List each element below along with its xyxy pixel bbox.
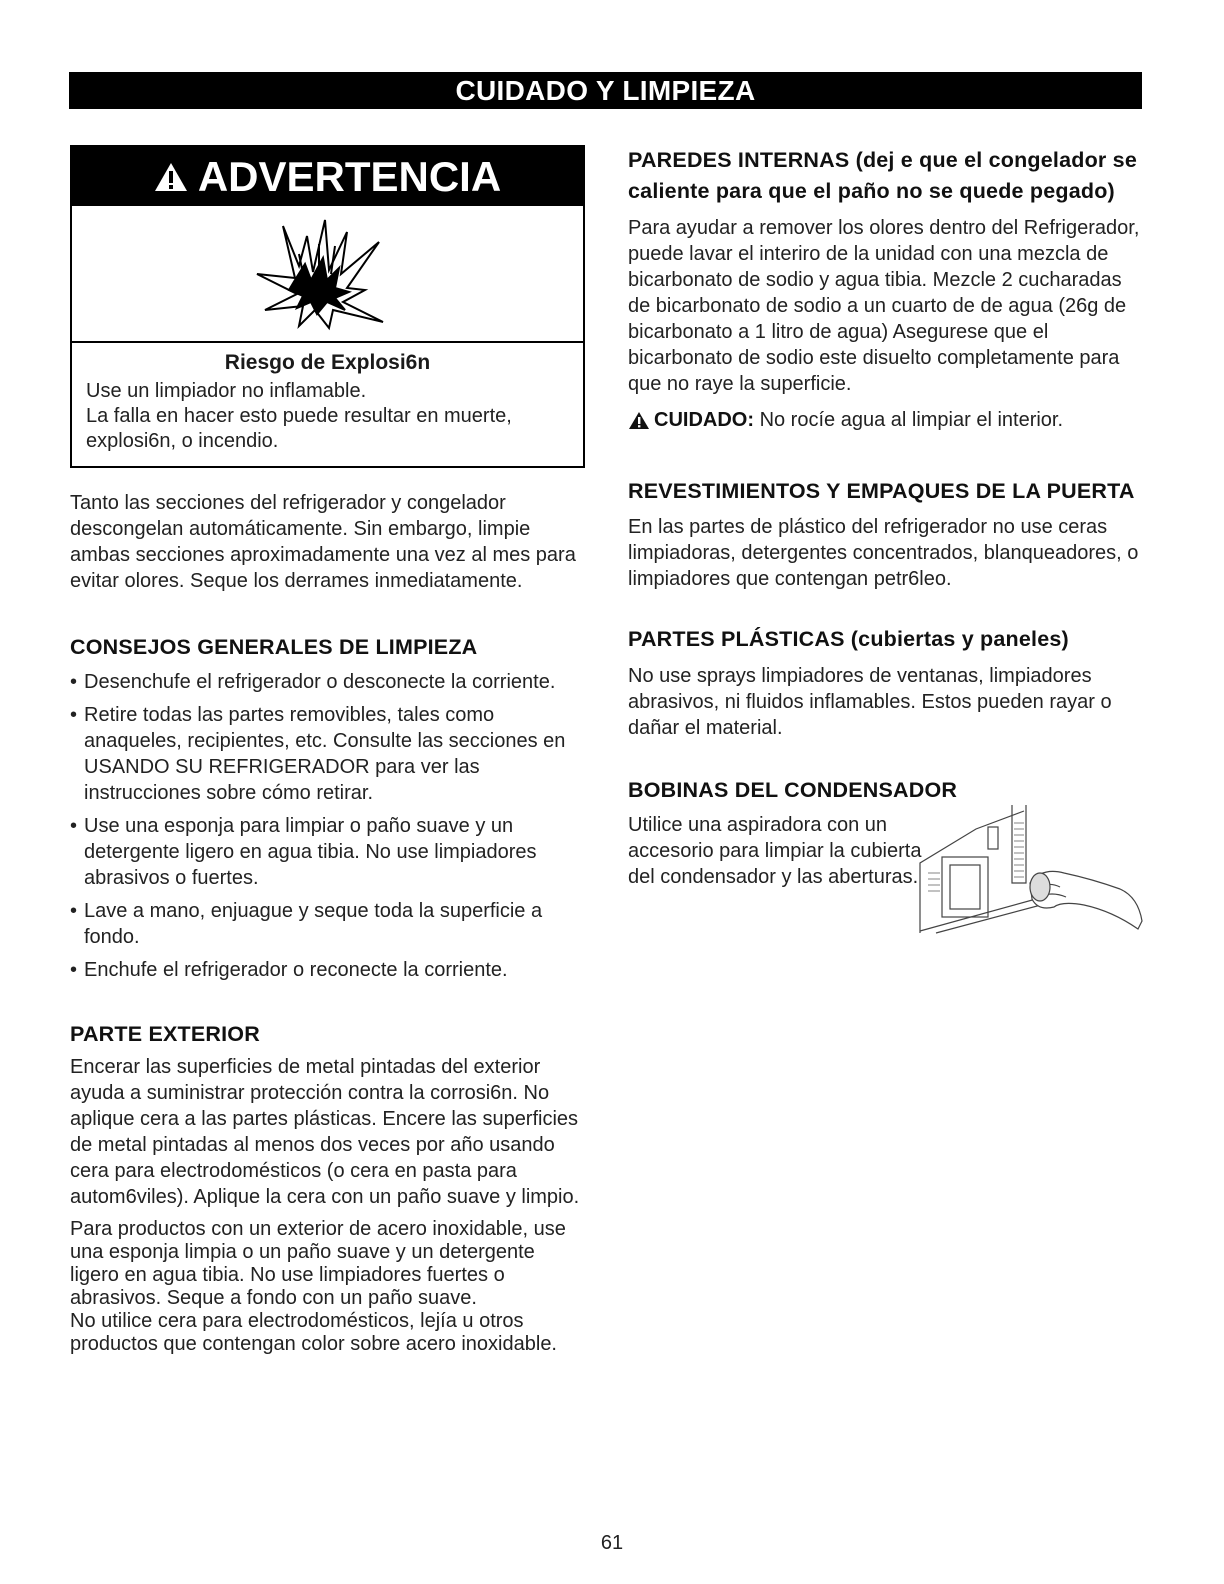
warning-risk-title: Riesgo de Explosi6n [224, 351, 431, 374]
list-item-text: Desenchufe el refrigerador o desconecte la corriente. [84, 671, 556, 693]
list-item: • Enchufe el refrigerador o reconecte la corriente. [70, 959, 508, 981]
warning-triangle-icon [154, 162, 188, 192]
warning-line: La falla en hacer esto puede resultar en muerte, [86, 405, 512, 427]
explosion-image-area [72, 206, 583, 343]
paredes-body: Para ayudar a remover los olores dentro del Refrigerador, puede lavar el interiro de la unidad con una mezcla de bicarbonato de sodio y agua tibia. Mezcle 2 cucharadas de bicarbonato de sodio a un cuarto de de agua (26g de bicarbonato a 1 litro de agua) Asegurese que el bicarbonato de sodio este disuelto completamente para que no raye la superficie. [628, 217, 1140, 395]
list-item-text: Use una esponja para limpiar o paño suave y un detergente ligero en agua tibia. No use limpiadores abrasivos o fuertes. [84, 815, 537, 889]
intro-paragraph: Tanto las secciones del refrigerador y congelador descongelan automáticamente. Sin embargo, limpie ambas secciones aproximadamente una vez al mes para evitar olores. Seque los derrames inmediatamente. [70, 492, 576, 592]
bobinas-section [628, 812, 1148, 942]
exterior-heading: PARTE EXTERIOR [70, 1022, 260, 1046]
paredes-heading: PAREDES INTERNAS (dej e que el congelador se caliente para que el paño no se quede pegado) [628, 148, 1137, 203]
warning-header [72, 147, 583, 206]
plasticas-heading: PARTES PLÁSTICAS (cubiertas y paneles) [628, 627, 1069, 651]
list-item-text: Lave a mano, enjuague y seque toda la superficie a fondo. [84, 900, 543, 948]
list-item-text: Retire todas las partes removibles, tales como anaqueles, recipientes, etc. Consulte las secciones en USANDO SU REFRIGERADOR para ver las instrucciones sobre cómo retirar. [84, 704, 566, 804]
consejos-heading: CONSEJOS GENERALES DE LIMPIEZA [70, 635, 478, 659]
exterior-paragraph-1: Encerar las superficies de metal pintadas del exterior ayuda a suministrar protección contra la corrosi6n. No aplique cera a las partes plásticas. Encere las superficies de metal pintadas al menos dos veces por año usando cera para electrodomésticos (o cera en pasta para autom6viles). Aplique la cera con un paño suave y limpio. [70, 1056, 580, 1208]
caution-note [628, 407, 1148, 433]
list-item: • Use una esponja para limpiar o paño suave y un detergente ligero en agua tibia. No use limpiadores abrasivos o fuertes. [70, 815, 537, 889]
page-number: 61 [600, 1532, 624, 1554]
list-item: • Desenchufe el refrigerador o desconecte la corriente. [70, 671, 556, 693]
bobinas-heading: BOBINAS DEL CONDENSADOR [628, 778, 958, 802]
exterior-paragraph-3: No utilice cera para electrodomésticos, lejía u otros productos que contengan color sobre acero inoxidable. [70, 1310, 557, 1355]
list-item: • Retire todas las partes removibles, tales como anaqueles, recipientes, etc. Consulte las secciones en USANDO SU REFRIGERADOR para ver las instrucciones sobre cómo retirar. [70, 704, 566, 804]
warning-body [72, 343, 583, 466]
bobinas-body: Utilice una aspiradora con un accesorio para limpiar la cubierta del condensador y las aberturas. [628, 814, 922, 888]
exterior-paragraph-2: Para productos con un exterior de acero inoxidable, use una esponja limpia o un paño suave y un detergente ligero en agua tibia. No use limpiadores fuertes o abrasivos. Seque a fondo con un paño suave. [70, 1218, 566, 1309]
warning-line: Use un limpiador no inflamable. [86, 380, 367, 402]
caution-label: CUIDADO: [654, 409, 754, 431]
list-item: • Lave a mano, enjuague y seque toda la superficie a fondo. [70, 900, 543, 948]
revestimientos-heading: REVESTIMIENTOS Y EMPAQUES DE LA PUERTA [628, 479, 1135, 503]
warning-heading: ADVERTENCIA [197, 152, 502, 200]
revestimientos-body: En las partes de plástico del refrigerador no use ceras limpiadoras, detergentes concentrados, blanqueadores, o limpiadores que contengan petr6leo. [628, 516, 1139, 590]
caution-triangle-icon [628, 411, 650, 430]
section-banner: CUIDADO Y LIMPIEZA [69, 72, 1142, 109]
plasticas-body: No use sprays limpiadores de ventanas, limpiadores abrasivos, ni fluidos inflamables. Estos pueden rayar o dañar el material. [628, 665, 1112, 739]
explosion-icon [255, 214, 395, 338]
right-column [628, 145, 1148, 942]
condenser-cleaning-illustration [916, 803, 1144, 935]
caution-text: No rocíe agua al limpiar el interior. [759, 409, 1064, 431]
warning-box [70, 145, 585, 468]
warning-line: explosi6n, o incendio. [86, 430, 279, 452]
consejos-list [70, 669, 588, 983]
list-item-text: Enchufe el refrigerador o reconecte la corriente. [84, 959, 508, 981]
left-column [70, 145, 588, 1356]
